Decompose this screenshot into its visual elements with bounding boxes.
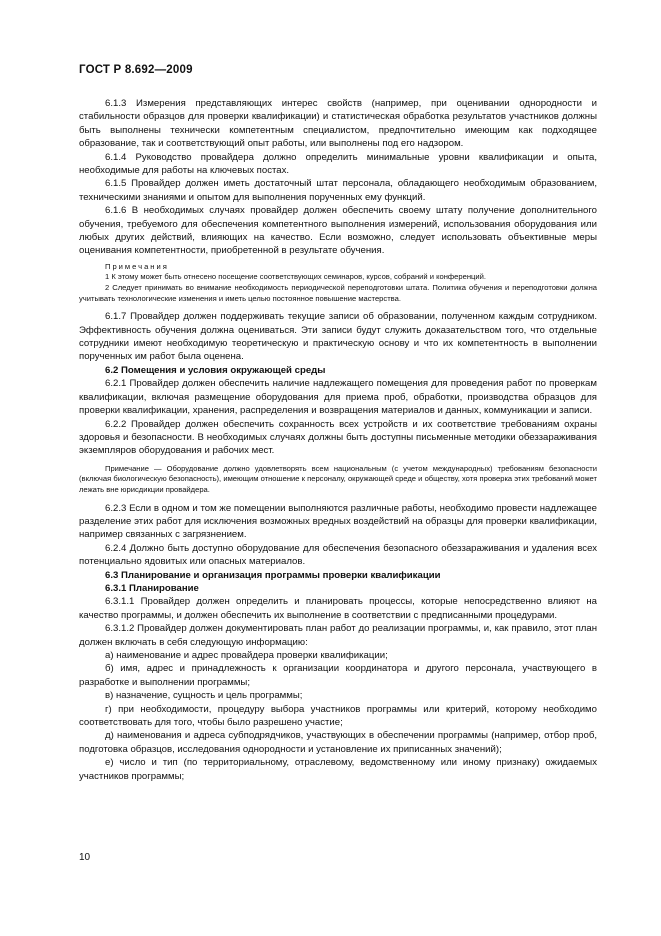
document-body (79, 97, 597, 783)
page-number: 10 (79, 852, 91, 863)
paragraph-6-1-6: 6.1.6 В необходимых случаях провайдер должен обеспечить своему штату получение дополнительного обучения, требуемого для обеспечения компетентного выполнения измерений, использования оборудования или любых других действий, влияющих на качество. Если возможно, следует использовать объективные меры оценивания компетентности, приобретенной в результате обучения. (79, 205, 597, 257)
section-heading-6-2: 6.2 Помещения и условия окружающей среды (105, 364, 326, 376)
paragraph-6-2-2: 6.2.2 Провайдер должен обеспечить сохранность всех устройств и их соответствие требованиям охраны здоровья и безопасности. В необходимых случаях должны быть доступны письменные методики обеззараживания экземпляров оборудования и рабочих мест. (79, 418, 597, 457)
list-item-d: д) наименования и адреса субподрядчиков, участвующих в обеспечении программы (например, отбор проб, подготовка образцов, исследования однородности и установление их приписанных значений); (79, 730, 597, 755)
paragraph-6-1-3: 6.1.3 Измерения представляющих интерес свойств (например, при оценивании однородности и стабильности образцов для проверки квалификации) и статистическая обработка результатов участников должны быть выполнены технически компетентным специалистом, предпочтительно имеющим как подходящее образование, так и соответствующий опыт работы, или выполнены под его надзором. (79, 98, 597, 150)
paragraph-6-1-4: 6.1.4 Руководство провайдера должно определить минимальные уровни квалификации и опыта, необходимые для работы на ключевых постах. (79, 151, 597, 177)
list-item-g: г) при необходимости, процедуру выбора участников программы или критерий, которому необходимо соответствовать для того, чтобы было разрешено участие; (79, 703, 597, 728)
paragraph-6-3-1-2: 6.3.1.2 Провайдер должен документировать план работ до реализации программы, и, как правило, этот план должен включать в себя следующую информацию: (79, 623, 597, 648)
list-item-b: б) имя, адрес и принадлежность к организации координатора и другого персонала, участвующего в разработке и выполнении программы; (79, 663, 597, 688)
note-2: 2 Следует принимать во внимание необходимость периодической переподготовки штата. Политика обучения и переподготовки должна учитывать технологические изменения и иметь целью постоянное повышение мастерства. (79, 283, 597, 303)
list-item-a: а) наименование и адрес провайдера проверки квалификации; (105, 649, 388, 661)
section-heading-6-3: 6.3 Планирование и организация программы проверки квалификации (105, 569, 441, 581)
subsection-heading-6-3-1: 6.3.1 Планирование (105, 582, 199, 594)
paragraph-6-1-7: 6.1.7 Провайдер должен поддерживать текущие записи об образовании, полученном каждым сотрудником. Эффективность обучения должна оцениваться. Эти записи будут служить доказательством того, что отдельные сотрудники имеют необходимую теоретическую и практическую основу и что их компетентность в выполнении порученных им работ была оценена. (79, 311, 597, 363)
list-item-e: е) число и тип (по территориальному, отраслевому, ведомственному или иному признаку) ожидаемых участников программы; (79, 757, 597, 782)
paragraph-6-2-4: 6.2.4 Должно быть доступно оборудование для обеспечения безопасного обеззараживания и удаления всех потенциально ядовитых или опасных материалов. (79, 542, 597, 568)
paragraph-6-3-1-1: 6.3.1.1 Провайдер должен определить и планировать процессы, которые непосредственно влияют на качество программы, и должен обеспечить их выполнение в соответствии с предписанными процедурами. (79, 596, 597, 621)
paragraph-6-2-1: 6.2.1 Провайдер должен обеспечить наличие надлежащего помещения для проведения работ по проверкам квалификации, включая размещение оборудования для приема проб, обработки, производства образцов для проверки квалификации, хранения, распределения и возвращения материалов и данных, коммуникации и записи. (79, 378, 597, 417)
note-1: 1 К этому может быть отнесено посещение соответствующих семинаров, курсов, собраний и конференций. (105, 272, 486, 282)
paragraph-6-2-3: 6.2.3 Если в одном и том же помещении выполняются различные работы, необходимо провести надлежащее разделение этих работ для исключения возможных вредных воздействий на образцы для проверки квалификации, например связанных с загрязнением. (79, 502, 597, 541)
notes-heading: Примечания (105, 261, 169, 271)
document-header: ГОСТ Р 8.692—2009 (79, 64, 193, 76)
list-item-v: в) назначение, сущность и цель программы; (105, 690, 303, 702)
paragraph-6-1-5: 6.1.5 Провайдер должен иметь достаточный штат персонала, обладающего необходимым образованием, техническими знаниями и опытом для выполнения порученных ему функций. (79, 178, 597, 203)
note-6-2-2: Примечание — Оборудование должно удовлетворять всем национальным (с учетом международных) требованиям безопасности (включая биологическую безопасность), имеющим отношение к персоналу, окружающей среде и обществу, хотя проверка этих требований может лежать вне юрисдикции провайдера. (79, 463, 597, 494)
